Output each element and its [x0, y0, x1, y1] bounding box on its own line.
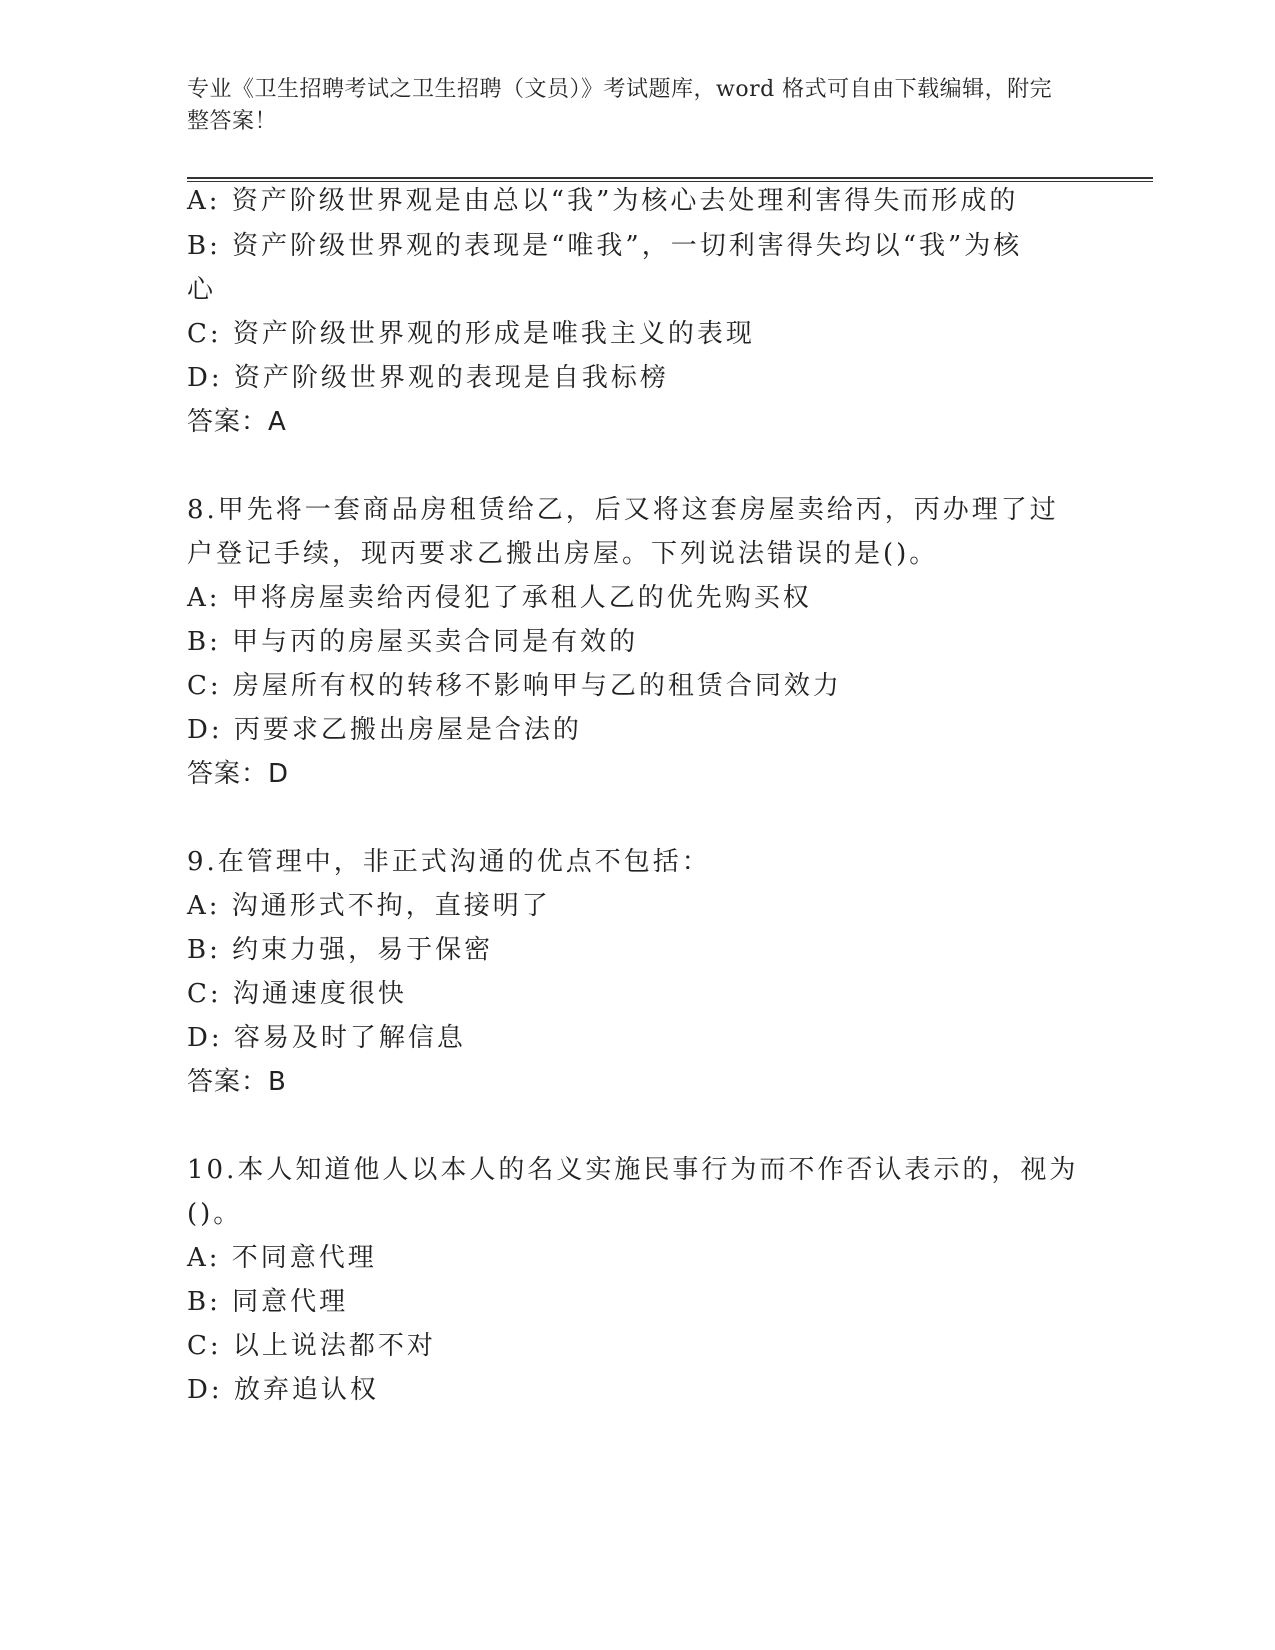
q8-option-a: A: 甲将房屋卖给丙侵犯了承租人乙的优先购买权 — [187, 583, 812, 613]
q10-option-a: A: 不同意代理 — [187, 1243, 377, 1273]
q7-option-a: A: 资产阶级世界观是由总以“我”为核心去处理利害得失而形成的 — [187, 186, 1019, 216]
q8-answer: 答案：D — [187, 759, 290, 789]
q7-answer: 答案：A — [187, 407, 287, 437]
q8-option-d: D: 丙要求乙搬出房屋是合法的 — [187, 715, 582, 745]
q10-stem-line-1: 10.本人知道他人以本人的名义实施民事行为而不作否认表示的，视为 — [187, 1155, 1079, 1185]
q9-stem: 9.在管理中，非正式沟通的优点不包括： — [187, 847, 711, 877]
document-header: 专业《卫生招聘考试之卫生招聘（文员）》考试题库，word 格式可自由下载编辑，附完整答案！ — [187, 77, 1053, 134]
q9-option-b: B: 约束力强，易于保密 — [187, 935, 494, 965]
q9-option-d: D: 容易及时了解信息 — [187, 1023, 466, 1053]
q9-answer: 答案：B — [187, 1067, 287, 1097]
q7-option-b-cont: 心 — [187, 275, 217, 305]
q10-option-b: B: 同意代理 — [187, 1287, 349, 1317]
q8-stem-line-2: 户登记手续，现丙要求乙搬出房屋。下列说法错误的是()。 — [187, 539, 939, 569]
q8-stem-line-1: 8.甲先将一套商品房租赁给乙，后又将这套房屋卖给丙，丙办理了过 — [187, 495, 1059, 525]
q8-option-b: B: 甲与丙的房屋买卖合同是有效的 — [187, 627, 639, 657]
q9-option-c: C: 沟通速度很快 — [187, 979, 407, 1009]
q9-option-a: A: 沟通形式不拘，直接明了 — [187, 891, 551, 921]
q8-option-c: C: 房屋所有权的转移不影响甲与乙的租赁合同效力 — [187, 671, 842, 701]
q10-option-c: C: 以上说法都不对 — [187, 1331, 436, 1361]
q10-stem-line-2: ()。 — [187, 1199, 243, 1229]
q7-option-b: B: 资产阶级世界观的表现是“唯我”，一切利害得失均以“我”为核 — [187, 231, 1023, 261]
header-divider — [187, 177, 1153, 182]
q7-option-c: C: 资产阶级世界观的形成是唯我主义的表现 — [187, 319, 755, 349]
q7-option-d: D: 资产阶级世界观的表现是自我标榜 — [187, 363, 669, 393]
q10-option-d: D: 放弃追认权 — [187, 1375, 379, 1405]
